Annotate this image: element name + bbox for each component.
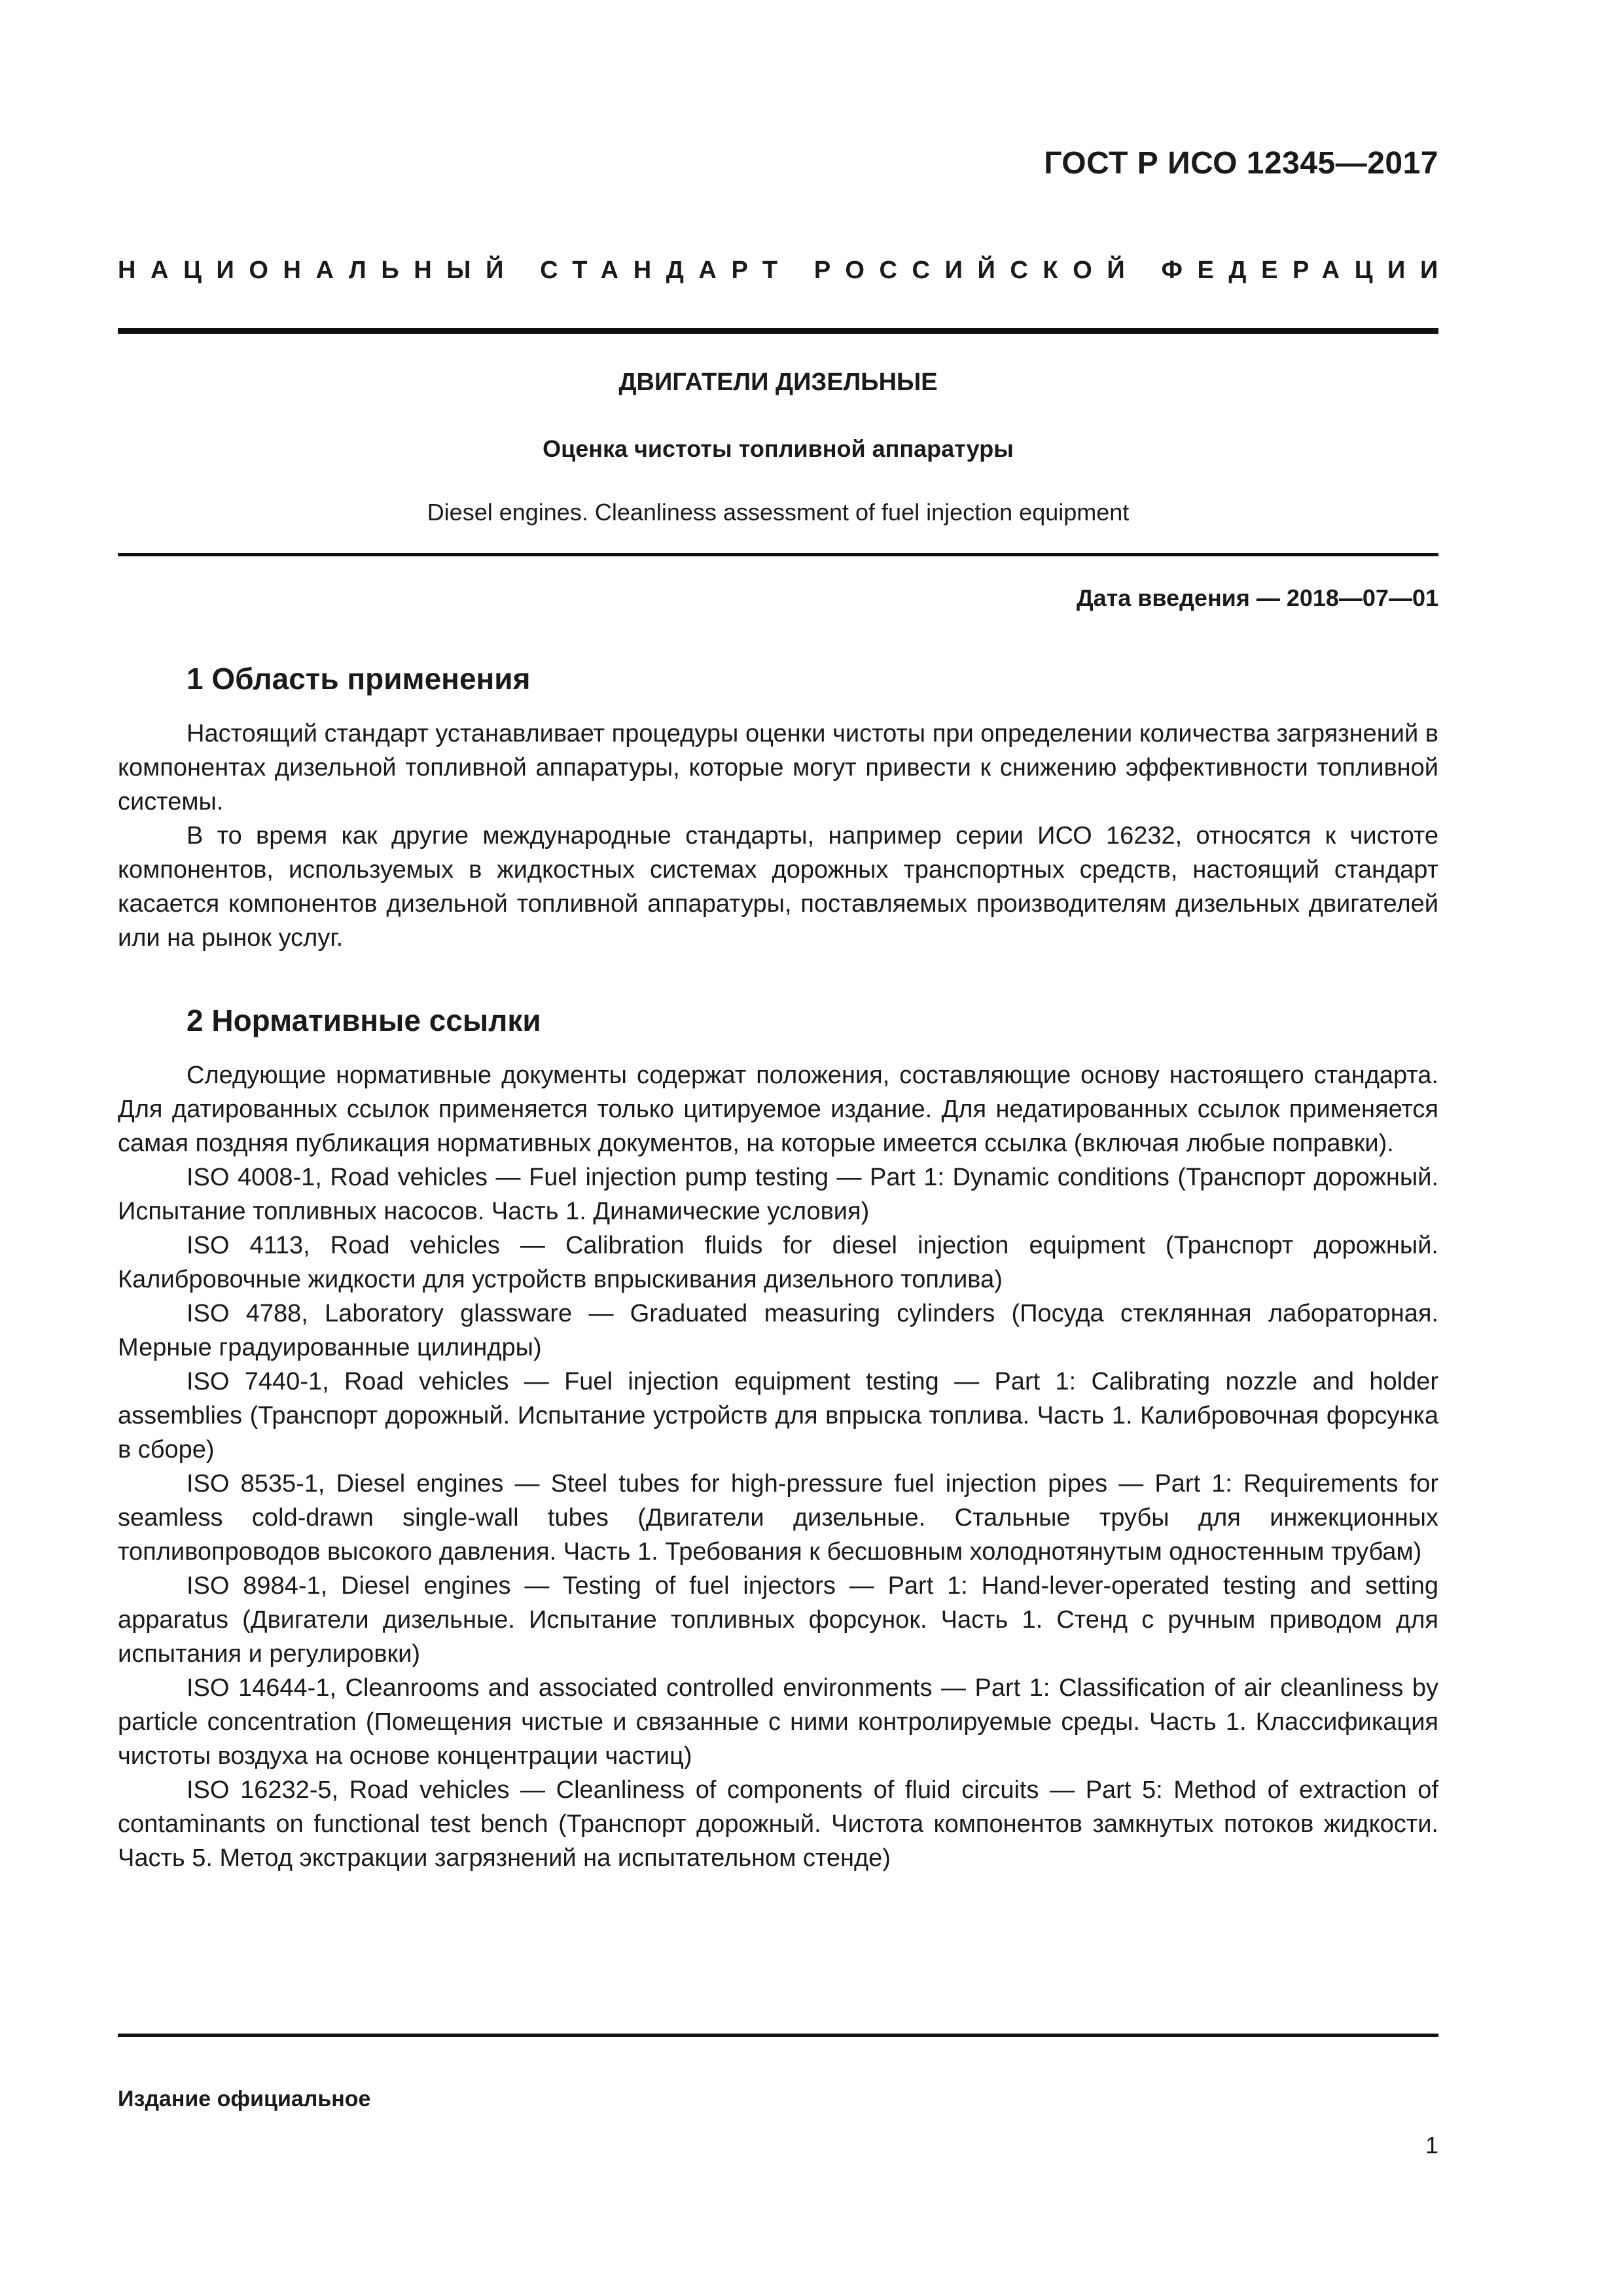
- title-divider: [118, 553, 1438, 556]
- page-number: 1: [1425, 2132, 1438, 2159]
- reference-item: ISO 4788, Laboratory glassware — Graduated measuring cylinders (Посуда стеклянная лабораторная. Мерные градуированные цилиндры): [118, 1300, 1438, 1361]
- document-id: ГОСТ Р ИСО 12345—2017: [1044, 146, 1438, 181]
- reference-item: ISO 4113, Road vehicles — Calibration fluids for diesel injection equipment (Транспорт дорожный. Калибровочные жидкости для устройств впрыскивания дизельного топлива): [118, 1232, 1438, 1293]
- header-divider: [118, 328, 1438, 334]
- paragraph: В то время как другие международные стандарты, например серии ИСО 16232, относятся к чистоте компонентов, используемых в жидкостных системах дорожных транспортных средств, настоящий стандарт касается компонентов дизельной топливной аппаратуры, поставляемых производителям дизельных двигателей или на рынок услуг.: [118, 822, 1438, 952]
- section-1-heading: 1 Область применения: [187, 662, 531, 696]
- section-2-body: [118, 1058, 1438, 1875]
- introduction-date: Дата введения — 2018—07—01: [1076, 584, 1438, 611]
- section-2-heading: 2 Нормативные ссылки: [187, 1003, 541, 1037]
- standard-subtitle: Оценка чистоты топливной аппаратуры: [543, 435, 1014, 462]
- standard-english-title: Diesel engines. Cleanliness assessment of fuel injection equipment: [427, 499, 1130, 526]
- reference-item: ISO 7440-1, Road vehicles — Fuel injection equipment testing — Part 1: Calibrating nozzle and holder assemblies (Транспорт дорожный. Испытание устройств для впрыска топлива. Часть 1. Калибровочная форсунка в сборе): [118, 1368, 1438, 1463]
- reference-item: ISO 8984-1, Diesel engines — Testing of fuel injectors — Part 1: Hand-lever-operated testing and setting apparatus (Двигатели дизельные. Испытание топливных форсунок. Часть 1. Стенд с ручным приводом для испытания и регулировки): [118, 1572, 1438, 1668]
- standard-title: ДВИГАТЕЛИ ДИЗЕЛЬНЫЕ: [618, 368, 938, 396]
- edition-label: Издание официальное: [118, 2087, 371, 2111]
- reference-item: ISO 16232-5, Road vehicles — Cleanliness of components of fluid circuits — Part 5: Method of extraction of contaminants on functional test bench (Транспорт дорожный. Чистота компонентов замкнутых потоков жидкости. Часть 5. Метод экстракции загрязнений на испытательном стенде): [118, 1776, 1438, 1872]
- reference-item: ISO 4008-1, Road vehicles — Fuel injection pump testing — Part 1: Dynamic conditions (Транспорт дорожный. Испытание топливных насосов. Часть 1. Динамические условия): [118, 1164, 1438, 1225]
- paragraph: Следующие нормативные документы содержат положения, составляющие основу настоящего стандарта. Для датированных ссылок применяется только цитируемое издание. Для недатированных ссылок применяется самая поздняя публикация нормативных документов, на которые имеется ссылка (включая любые поправки).: [118, 1062, 1438, 1157]
- paragraph: Настоящий стандарт устанавливает процедуры оценки чистоты при определении количества загрязнений в компонентах дизельной топливной аппаратуры, которые могут привести к снижению эффективности топливной системы.: [118, 720, 1438, 816]
- footer-divider: [118, 2034, 1438, 2037]
- section-1-body: [118, 717, 1438, 955]
- national-standard-heading: НАЦИОНАЛЬНЫЙ СТАНДАРТ РОССИЙСКОЙ ФЕДЕРАЦИИ: [118, 257, 1453, 284]
- reference-item: ISO 14644-1, Cleanrooms and associated controlled environments — Part 1: Classification of air cleanliness by particle concentration (Помещения чистые и связанные с ними контролируемые среды. Часть 1. Классификация чистоты воздуха на основе концентрации частиц): [118, 1674, 1438, 1770]
- reference-item: ISO 8535-1, Diesel engines — Steel tubes for high-pressure fuel injection pipes — Part 1: Requirements for seamless cold-drawn single-wall tubes (Двигатели дизельные. Стальные трубы для инжекционных топливопроводов высокого давления. Часть 1. Требования к бесшовным холоднотянутым одностенным трубам): [118, 1470, 1438, 1566]
